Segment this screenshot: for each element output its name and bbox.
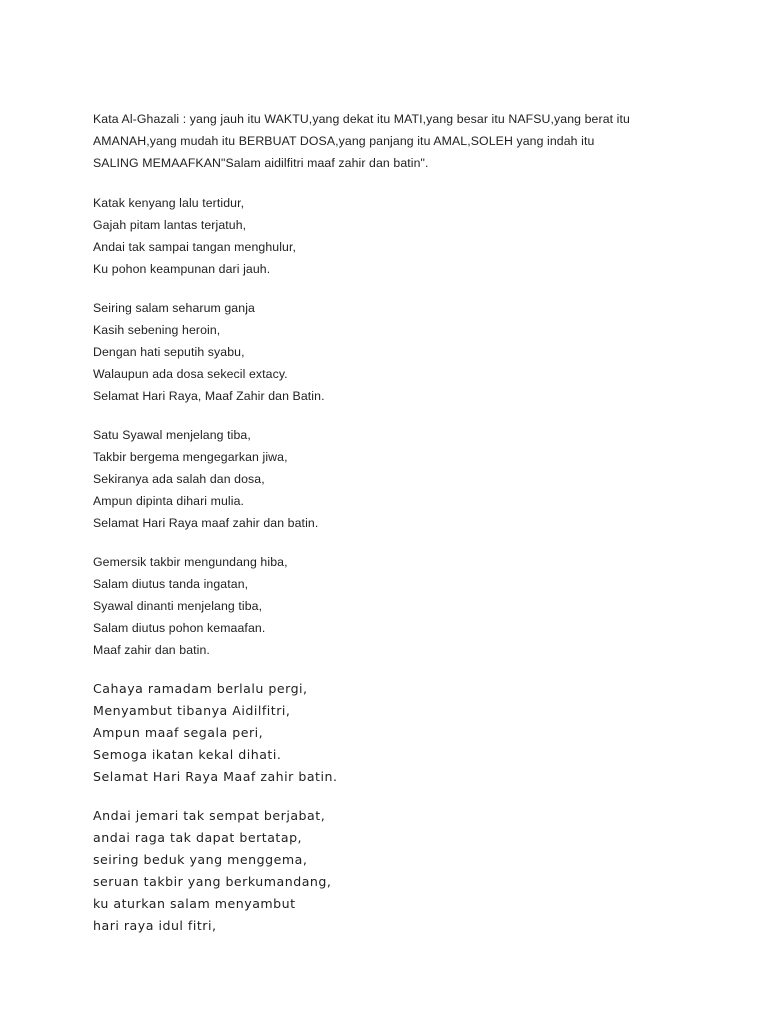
text-line: Gajah pitam lantas terjatuh, [93,218,247,232]
text-line: Menyambut tibanya Aidilfitri, [93,703,291,718]
document-body [93,108,713,954]
text-line: SALING MEMAAFKAN"Salam aidilfitri maaf zahir dan batin". [93,156,429,170]
text-line: Ampun dipinta dihari mulia. [93,494,245,508]
intro-paragraph [93,108,713,174]
poem-stanza [93,297,713,407]
text-line: Gemersik takbir mengundang hiba, [93,555,288,569]
text-line: Ampun maaf segala peri, [93,725,264,740]
text-line: hari raya idul fitri, [93,918,217,933]
text-line: Dengan hati seputih syabu, [93,345,245,359]
text-line: AMANAH,yang mudah itu BERBUAT DOSA,yang panjang itu AMAL,SOLEH yang indah itu [93,134,595,148]
text-line: Syawal dinanti menjelang tiba, [93,599,263,613]
text-line: Takbir bergema mengegarkan jiwa, [93,450,288,464]
text-line: Andai tak sampai tangan menghulur, [93,240,297,254]
text-line: Salam diutus tanda ingatan, [93,577,249,591]
poem-stanza [93,424,713,534]
text-line: Ku pohon keampunan dari jauh. [93,262,271,276]
poem-stanza [93,551,713,661]
text-line: Sekiranya ada salah dan dosa, [93,472,265,486]
text-line: Andai jemari tak sempat berjabat, [93,808,326,823]
text-line: Satu Syawal menjelang tiba, [93,428,251,442]
text-line: ku aturkan salam menyambut [93,896,296,911]
text-line: Walaupun ada dosa sekecil extacy. [93,367,288,381]
text-line: Semoga ikatan kekal dihati. [93,747,282,762]
poem-stanza [93,192,713,280]
text-line: andai raga tak dapat bertatap, [93,830,303,845]
text-line: Maaf zahir dan batin. [93,643,210,657]
text-line: Kata Al-Ghazali : yang jauh itu WAKTU,yang dekat itu MATI,yang besar itu NAFSU,yang berat itu [93,112,630,126]
text-line: Salam diutus pohon kemaafan. [93,621,266,635]
text-line: Seiring salam seharum ganja [93,301,255,315]
poem-stanza [93,805,713,937]
text-line: Selamat Hari Raya maaf zahir dan batin. [93,516,319,530]
text-line: seruan takbir yang berkumandang, [93,874,332,889]
text-line: Selamat Hari Raya, Maaf Zahir dan Batin. [93,389,325,403]
poem-stanza [93,678,713,788]
text-line: seiring beduk yang menggema, [93,852,308,867]
text-line: Cahaya ramadam berlalu pergi, [93,681,308,696]
text-line: Katak kenyang lalu tertidur, [93,196,245,210]
text-line: Kasih sebening heroin, [93,323,221,337]
text-line: Selamat Hari Raya Maaf zahir batin. [93,769,338,784]
